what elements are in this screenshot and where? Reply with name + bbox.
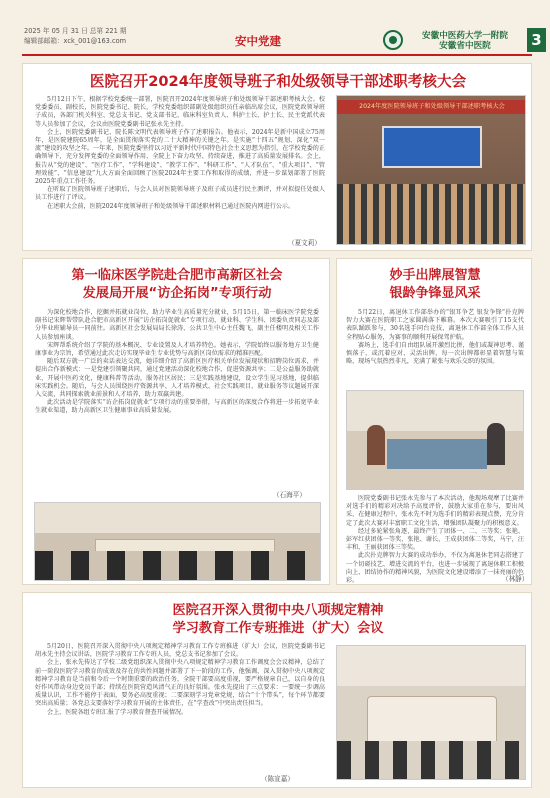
article-title: 医院召开深入贯彻中央八项规定精神 学习教育工作专班推进（扩大）会议 (172, 603, 384, 636)
article-card-contest (336, 258, 532, 585)
card-game-photo (346, 390, 524, 490)
newspaper-name: 安徽中医药大学一附院 安徽省中医院 (422, 31, 508, 51)
article-body-top: 5月22日，离退休工作部举办的“银耳争艺 银发争锋”扑克牌智力大赛在医院职工之家圆满落下帷幕。本次大赛吸引了15支代表队踊跃参与，30名选手同台竞技，离退休工作部全体工作人员全程贴心服务，为赛事的顺利开展保驾护航。 赛场上，选手们自由组队展开激烈比拼，他们或凝神思考、谨慎落子，或沉着应对、灵活出牌，每一次出牌都彰显着智慧与策略，现场气氛热烈非凡，充满了紧张与欢乐交织的氛围。 (346, 309, 524, 366)
article-author: （林静） (502, 575, 529, 583)
article-author: （石海平） (273, 491, 306, 499)
article-body: 5月20日，医院召开深入贯彻中央八项规定精神学习教育工作专班推进（扩大）会议，医院党委副书记胡永先主持会议讲话，医院学习教育工作专班人员，党总支书记参加了会议。 会上，张永先传达了学校二级党组织深入贯彻中央八项规定精神学习教育工作调度会会议精神，总结了前一阶段医院学习教育的成效及存在的共性问题并部署了下一阶段的工作，他强调，深入贯彻中央八项规定精神学习教育是当前和今后一个时期重要的政治任务，全院干部要高度重视，要严格规章自己，以自身的良好作风带动身边党员干部；持续在医院营造风清气正的良好氛围。张永先提出了三点要求：一要统一步调高质量认识，工作不能停于表面，要务必高度重视；二要深刻学习党章党规，结合“十个带头”，每个环节都要突出高质量；各党总支要落好学习教育开展的主体责任，在“学查改”中突出责任担当。 会上，医院各组专班汇报了学习教育督查开展情况。 (35, 643, 325, 716)
article-title: 妙手出牌展智慧 银龄争锋显风采 (389, 268, 481, 301)
article-body: 5月12日下午，根据学校党委统一部署，医院召开2024年度领导班子和处级领导干部述职考核大会。校党委委员、副校长，医院党委书记、院长，学校党委组织部副处级组织员任亲临出席会议，医院党政领导班子成员，各部门机关科室、党总支书记、党支部书记、临床科室负责人、科护士长、护士长、民主党派代表等人员参加了会议，会议由医院党委副书记张永先主持。 会上，医院党委副书记、院长陈文明代表领导班子作了述职报告。他表示，2024年是新中国成立75周年，是医院建院65周年，是全面贯彻落实党的二十大精神的关键之年。是实施“十四五”规划、深化“双一流”建设的攻坚之年。一年来，医院党委坚持以习近平新时代中国特色社会主义思想为指引，在学校党委的正确领导下，充分发挥党委的全面领导作用，全院上下奋力攻坚、持续奋进，推进了高质量发展排名。会上，报告从“党的建设”、“医疗工作”、“学科建设”、“教学工作”、“科研工作”、“人才队伍”、“重大项目”、“管理效能”、“信息建设”九大方面全面回顾了医院2024年主要工作和取得的成绩，并进一步谋划部署了医院2025年重点工作任务。 在听取了医院领导班子述职后，与会人员对医院领导班子及班子成员进行民主测评，并对拟提任处级人员工作进行了评议。 在述职大会前，医院2024年度领导班子和处级领导干部述职材料已通过医院内网进行公示。 (35, 96, 325, 210)
conference-table (367, 696, 497, 746)
article-title: 第一临床医学院赴合肥市高新区社会 发展局开展“访企拓岗”专项行动 (71, 268, 283, 301)
article-author: （陈宣嘉） (261, 775, 294, 783)
article-body: 为深化校地合作，挖掘并拓就业岗位，助力毕业生高质量充分就业，5月15日，第一临床医学院党委副书记宋辉帮带队赴合肥市高新区开展“访企拓岗促就业”专项行动，就业科、学生科、团委负责同志及部分毕业班辅导员一同前往。高新区社会发展局局长徐涛、公共卫生中心主任魏飞，副主任楼明及相关工作人员参加座谈。 宋辉帮系统介绍了学院的基本概况、专业设置及人才培养特色。她表示，学院始终以服务地方卫生健康事业为宗旨，希望通过此次走访实现毕业生专业优势与高新区岗位需求的精准匹配。 随后双方就一广泛的卖话表达交流，她详细介绍了高新区医疗相关单位发展现状和招聘岗位需求，并提出合作新模式：一是党建引领聚共同，通过党建活动深化校地合作，促进资源共享；二是公益服务助就业，开展中医药文化，健康科普等活动，服务社区居民；三是实践基地建设，设立学生见习基地，提供临床实践机会。随后，与会人员围绕医疗资源共享、人才培养模式、社会实践项目、就业服务等议题展开深入交流，共同探索就业前景和人才培养，助力双赢共建。 此次活动是学院落实“访企拓岗促就业”专项行动的重要举措，与高新区的深度合作将进一步拓宽毕业生就业渠道，助力高新区卫生健康事业高质量发展。 (35, 309, 319, 415)
page-number: 3 (527, 28, 546, 52)
player-figure (487, 423, 505, 465)
issue-date: 2025 年 05 月 31 日 总第 221 期 (24, 27, 127, 35)
meeting-room-photo (34, 502, 321, 581)
game-table (387, 439, 487, 469)
photo-banner: 2024年度医院领导班子和处级领导干部述职考核大会 (337, 100, 526, 114)
meeting-photo (336, 645, 526, 780)
article-title: 医院召开2024年度领导班子和处级领导干部述职考核大会 (89, 73, 467, 90)
article-body-bottom: 医院党委副书记张永先参与了本次活动，他现场观摩了比赛并对选手们的精彩对决给予高度评价，鼓励大家重在参与，要出风采，在健康过程中，张永先不时为选手们的精彩表现点赞，充分肯定了此次大赛对丰富职工文化生活，增强团队凝聚力的积极意义。 经过多轮紧张角逐，最终产生了团体一、二、三等奖；张艳、彭军红获团体一等奖，张艳、谢长，王成获团体二等奖，马宁，汪丰和，王丽获团体三等奖。 此次扑克牌智力大赛的成功举办，不仅为离退休老同志搭建了一个切磋技艺、增进交流的平台，也进一步展现了离退休职工积极向上、团结协作的精神风貌，为医院文化建设增添了一抹亮丽的色彩。 (346, 495, 524, 585)
editor-email: 编辑部邮箱：xck_001@163.com (24, 37, 127, 45)
article-eight-rules-meeting (22, 592, 532, 788)
article-leadership-report (22, 63, 532, 251)
header-divider (22, 54, 532, 56)
masthead (0, 0, 550, 56)
attendees (337, 741, 526, 780)
issue-meta (24, 26, 126, 46)
audience-rows (337, 184, 526, 245)
section-title: 安中党建 (235, 34, 281, 48)
attendees (35, 551, 321, 581)
projection-screen (382, 126, 482, 168)
article-employment-outreach (22, 258, 330, 585)
article-author: （夏文莉） (288, 239, 321, 247)
meeting-hall-photo (336, 95, 526, 245)
player-figure (367, 425, 385, 465)
hospital-logo-icon (383, 30, 403, 50)
